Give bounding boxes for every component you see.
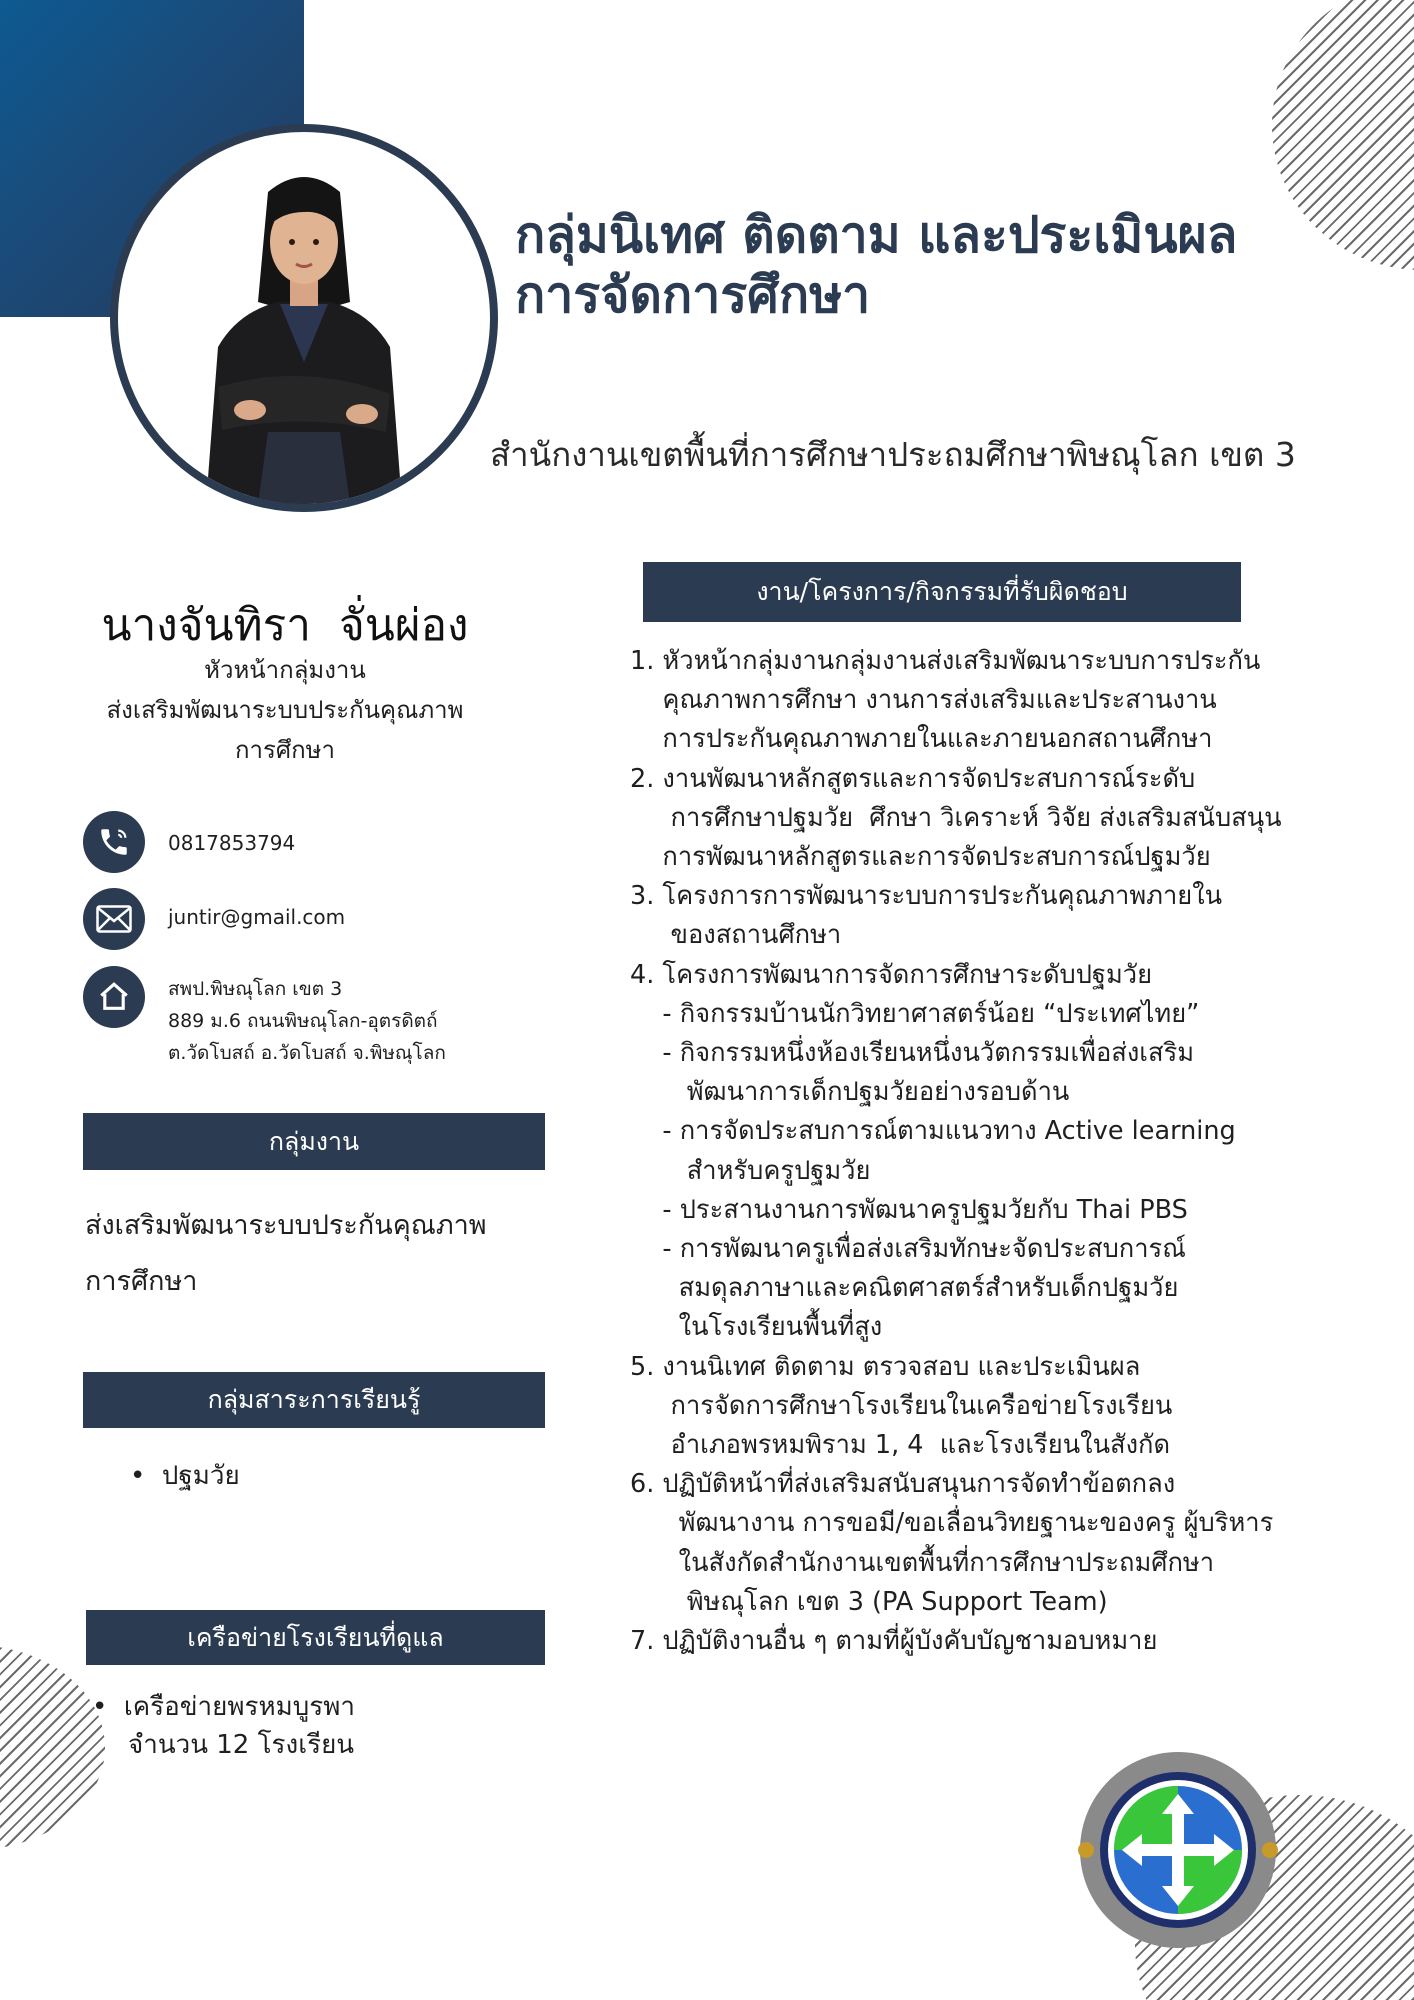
duty-line: 2. งานพัฒนาหลักสูตรและการจัดประสบการณ์ระดับ [630, 763, 1196, 794]
network-line: เครือข่ายพรหมบูรพา [123, 1692, 355, 1722]
duty-line: - ประสานงานการพัฒนาครูปฐมวัยกับ Thai PBS [630, 1194, 1188, 1225]
duty-line: ในสังกัดสำนักงานเขตพื้นที่การศึกษาประถมศึกษา [630, 1547, 1215, 1578]
duty-line: อำเภอพรหมพิราม 1, 4 และโรงเรียนในสังกัด [630, 1430, 1171, 1461]
office-name: สำนักงานเขตพื้นที่การศึกษาประถมศึกษาพิษณุโลก เขต 3 [490, 435, 1296, 474]
group-line: การศึกษา [85, 1266, 198, 1297]
position-line: ส่งเสริมพัฒนาระบบประกันคุณภาพ [106, 696, 464, 724]
address-line: ต.วัดโบสถ์ อ.วัดโบสถ์ จ.พิษณุโลก [168, 1042, 446, 1064]
duty-line: - การจัดประสบการณ์ตามแนวทาง Active learning [630, 1116, 1236, 1147]
group-section-header: กลุ่มงาน [83, 1113, 545, 1170]
bullet-dot: • [130, 1461, 162, 1491]
mail-icon [83, 888, 145, 950]
address-line: 889 ม.6 ถนนพิษณุโลก-อุตรดิตถ์ [168, 1010, 438, 1032]
network-section-header: เครือข่ายโรงเรียนที่ดูแล [86, 1610, 545, 1665]
duty-line: - กิจกรรมหนึ่งห้องเรียนหนึ่งนวัตกรรมเพื่อส่งเสริม [630, 1038, 1195, 1069]
email-address[interactable]: juntir@gmail.com [168, 905, 346, 929]
hatch-circle-decoration [0, 1645, 105, 1850]
duty-line: คุณภาพการศึกษา งานการส่งเสริมและประสานงาน [630, 685, 1217, 716]
title-line-1: กลุ่มนิเทศ ติดตาม และประเมินผล [515, 206, 1238, 264]
person-name: นางจันทิรา จั่นผ่อง [101, 600, 469, 651]
duty-line: 6. ปฏิบัติหน้าที่ส่งเสริมสนับสนุนการจัดทำข้อตกลง [630, 1469, 1176, 1500]
bullet-dot: • [92, 1692, 124, 1722]
duties-list [630, 642, 1320, 1661]
duty-line: การประกันคุณภาพภายในและภายนอกสถานศึกษา [630, 724, 1213, 755]
duty-line: ในโรงเรียนพื้นที่สูง [630, 1312, 883, 1343]
duty-line: 7. ปฏิบัติงานอื่น ๆ ตามที่ผู้บังคับบัญชามอบหมาย [630, 1626, 1158, 1657]
duty-line: - การพัฒนาครูเพื่อส่งเสริมทักษะจัดประสบการณ์ [630, 1234, 1186, 1265]
duty-line: การศึกษาปฐมวัย ศึกษา วิเคราะห์ วิจัย ส่งเสริมสนับสนุน [630, 802, 1282, 833]
phone-number[interactable]: 0817853794 [168, 831, 296, 855]
profile-photo [110, 124, 498, 512]
duty-line: 4. โครงการพัฒนาการจัดการศึกษาระดับปฐมวัย [630, 959, 1153, 990]
address [168, 973, 446, 1069]
title-line-2: การจัดการศึกษา [515, 266, 871, 324]
duty-line: พิษณุโลก เขต 3 (PA Support Team) [630, 1586, 1108, 1617]
subject-list-item [130, 1457, 240, 1495]
duty-line: พัฒนางาน การขอมี/ขอเลื่อนวิทยฐานะของครู ผู้บริหาร [630, 1508, 1274, 1539]
position-line: การศึกษา [235, 736, 335, 764]
position-title [40, 650, 530, 770]
subject-item-label: ปฐมวัย [161, 1461, 240, 1491]
subject-section-header: กลุ่มสาระการเรียนรู้ [83, 1372, 545, 1428]
person-portrait-illustration [118, 132, 490, 504]
duty-line: 5. งานนิเทศ ติดตาม ตรวจสอบ และประเมินผล [630, 1351, 1141, 1382]
position-line: หัวหน้ากลุ่มงาน [204, 656, 366, 684]
group-text [85, 1198, 545, 1310]
duty-line: ของสถานศึกษา [630, 920, 842, 951]
duty-line: - กิจกรรมบ้านนักวิทยาศาสตร์น้อย “ประเทศไทย” [630, 998, 1200, 1029]
organization-seal-logo [1078, 1750, 1278, 1950]
phone-icon [83, 811, 145, 873]
page-title [515, 205, 1375, 325]
group-line: ส่งเสริมพัฒนาระบบประกันคุณภาพ [85, 1210, 487, 1241]
duty-line: การจัดการศึกษาโรงเรียนในเครือข่ายโรงเรียน [630, 1390, 1173, 1421]
duty-line: 3. โครงการการพัฒนาระบบการประกันคุณภาพภายใน [630, 881, 1223, 912]
duty-line: 1. หัวหน้ากลุ่มงานกลุ่มงานส่งเสริมพัฒนาระบบการประกัน [630, 646, 1261, 676]
duty-line: สมดุลภาษาและคณิตศาสตร์สำหรับเด็กปฐมวัย [630, 1273, 1179, 1304]
duty-line: สำหรับครูปฐมวัย [630, 1155, 871, 1186]
network-line: จำนวน 12 โรงเรียน [128, 1730, 355, 1760]
address-line: สพป.พิษณุโลก เขต 3 [168, 978, 343, 1000]
duty-line: การพัฒนาหลักสูตรและการจัดประสบการณ์ปฐมวัย [630, 842, 1211, 873]
network-list-item [92, 1688, 355, 1764]
duties-section-header: งาน/โครงการ/กิจกรรมที่รับผิดชอบ [643, 562, 1241, 622]
duty-line: พัฒนาการเด็กปฐมวัยอย่างรอบด้าน [630, 1077, 1070, 1108]
home-icon [83, 966, 145, 1028]
